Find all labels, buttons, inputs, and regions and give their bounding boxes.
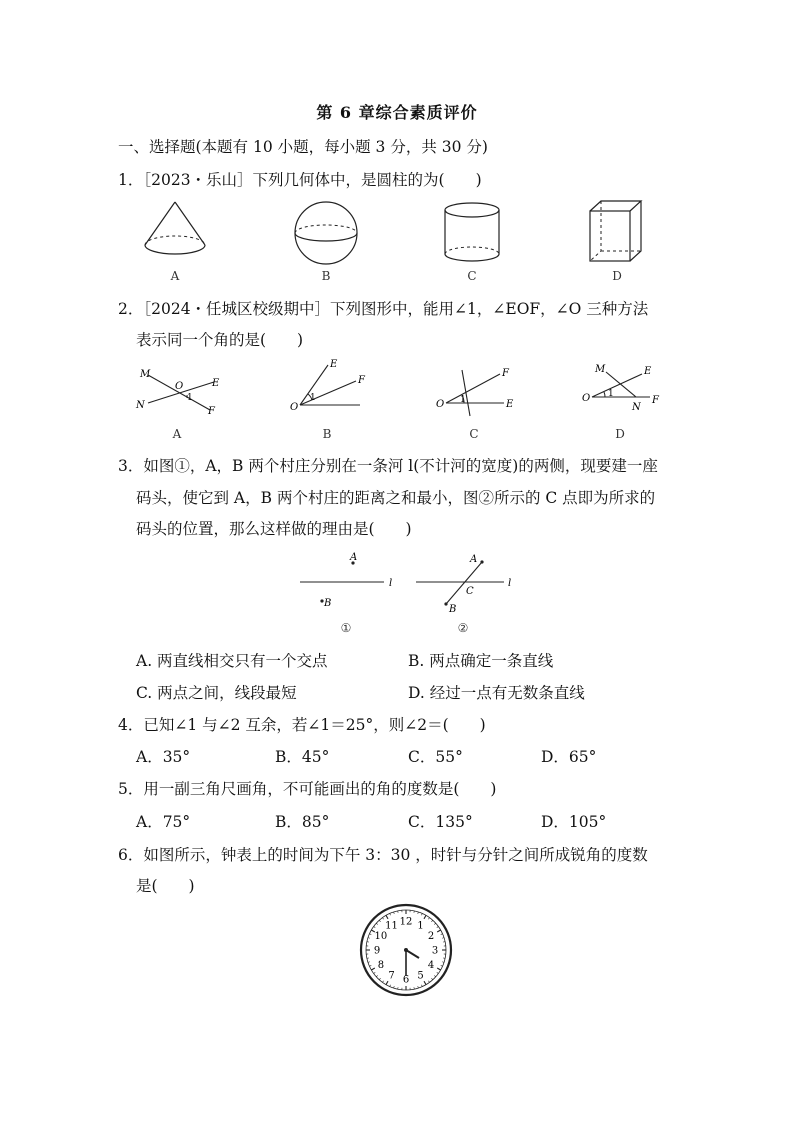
question-4-text: 4．已知∠1 与∠2 互余，若∠1＝25°，则∠2＝( ) <box>118 716 486 734</box>
clock-tick <box>376 923 377 924</box>
svg-text:l: l <box>508 578 512 589</box>
svg-text:F: F <box>358 375 365 386</box>
clock-tick <box>441 965 443 966</box>
clock-tick <box>382 981 383 983</box>
question-1-text: 1．［2023・乐山］下列几何体中，是圆柱的为( ) <box>118 171 482 189</box>
svg-text:E: E <box>330 359 338 370</box>
clock-tick <box>390 985 391 987</box>
clock-tick <box>437 930 440 932</box>
clock-tick <box>379 978 380 979</box>
clock-tick <box>437 972 439 973</box>
clock-tick <box>437 926 439 927</box>
clock-tick <box>442 962 444 963</box>
svg-text:O: O <box>436 399 445 410</box>
clock-tick <box>369 965 371 966</box>
clock-tick <box>431 978 432 979</box>
clock-number: 12 <box>399 916 413 928</box>
clock-tick <box>418 912 419 914</box>
clock-tick <box>441 934 443 935</box>
clock-icon <box>358 902 454 998</box>
clock-tick <box>428 981 429 983</box>
clock-tick <box>368 938 370 939</box>
clock-number: 4 <box>427 960 435 971</box>
hour-hand <box>406 950 419 958</box>
clock-tick <box>424 981 426 984</box>
question-3-line2: 码头，使它到 A，B 两个村庄的距离之和最小，图②所示的 C 点即为所求的 <box>136 489 656 507</box>
clock-tick <box>424 915 426 918</box>
svg-text:E: E <box>212 378 220 389</box>
clock-tick <box>437 968 440 970</box>
river-figure-1 <box>296 550 396 612</box>
clock-tick <box>374 972 376 973</box>
clock-number: 9 <box>373 945 381 957</box>
angle-figure-c <box>432 360 522 420</box>
svg-text:F: F <box>208 406 215 417</box>
river-figure-2 <box>412 550 516 616</box>
q3-option-b: B. 两点确定一条直线 <box>408 652 554 670</box>
svg-text:M: M <box>595 364 606 375</box>
cone-icon <box>140 198 210 260</box>
svg-text:O: O <box>290 402 299 413</box>
q2-option-label: C <box>469 427 479 441</box>
clock-number: 6 <box>402 974 410 986</box>
angle-figure-b <box>288 357 368 415</box>
clock-number: 7 <box>388 970 395 982</box>
section-heading: 一、选择题(本题有 10 小题，每小题 3 分，共 30 分) <box>118 138 488 156</box>
clock-tick <box>379 920 380 921</box>
clock-tick <box>421 985 422 987</box>
clock-tick <box>418 986 419 988</box>
sphere-icon <box>290 200 362 266</box>
svg-text:C: C <box>466 586 474 597</box>
q3-option-a: A. 两直线相交只有一个交点 <box>136 652 328 670</box>
svg-text:E: E <box>644 366 652 377</box>
clock-tick <box>386 915 388 918</box>
svg-text:B: B <box>324 598 332 609</box>
clock-number: 10 <box>374 931 388 942</box>
q3-figure-label: ② <box>457 621 469 635</box>
clock-tick <box>382 918 383 920</box>
q5-option-c: C．135° <box>408 813 473 831</box>
svg-text:F: F <box>502 368 509 379</box>
question-3-line3: 码头的位置，那么这样做的理由是( ) <box>136 520 412 538</box>
question-2-line2: 表示同一个角的是( ) <box>136 331 304 349</box>
svg-text:A: A <box>350 552 358 563</box>
q2-option-label: D <box>615 427 625 441</box>
q3-option-c: C. 两点之间，线段最短 <box>136 684 297 702</box>
clock-tick <box>421 913 422 915</box>
svg-text:1: 1 <box>310 393 316 403</box>
q2-option-label: A <box>172 427 182 441</box>
svg-text:1: 1 <box>187 393 193 403</box>
angle-figure-d <box>578 360 668 416</box>
clock-tick <box>390 913 391 915</box>
clock-number: 11 <box>385 920 398 932</box>
clock-number: 2 <box>427 931 435 942</box>
clock-number: 8 <box>377 960 385 971</box>
q1-option-label: B <box>321 269 331 283</box>
clock-number: 1 <box>417 920 424 932</box>
clock-tick <box>368 962 370 963</box>
svg-text:E: E <box>506 399 514 410</box>
svg-text:1: 1 <box>608 389 614 399</box>
cylinder-icon <box>440 200 504 266</box>
clock-number: 5 <box>417 970 424 982</box>
question-6-line2: 是( ) <box>136 877 195 895</box>
q5-option-a: A．75° <box>136 813 191 831</box>
clock-tick <box>386 981 388 984</box>
svg-text:M: M <box>140 369 151 380</box>
clock-tick <box>431 920 432 921</box>
q3-option-d: D. 经过一点有无数条直线 <box>408 684 585 702</box>
clock-tick <box>374 926 376 927</box>
clock-tick <box>371 968 374 970</box>
q1-option-label: C <box>467 269 477 283</box>
question-5-text: 5．用一副三角尺画角，不可能画出的角的度数是( ) <box>118 780 497 798</box>
svg-text:N: N <box>136 400 145 411</box>
clock-tick <box>394 912 395 914</box>
svg-text:1: 1 <box>460 395 466 405</box>
question-6-line1: 6．如图所示，钟表上的时间为下午 3：30 ，时针与分针之间所成锐角的度数 <box>118 846 648 864</box>
q4-option-b: B．45° <box>275 748 330 766</box>
q3-figure-label: ① <box>340 621 352 635</box>
clock-number: 3 <box>431 945 439 957</box>
q4-option-c: C．55° <box>408 748 463 766</box>
q5-option-d: D．105° <box>541 813 607 831</box>
svg-text:O: O <box>175 381 184 392</box>
clock-tick <box>434 975 435 976</box>
q1-option-label: D <box>612 269 622 283</box>
svg-text:A: A <box>470 554 478 565</box>
question-3-line1: 3．如图①，A，B 两个村庄分别在一条河 l(不计河的宽度)的两侧，现要建一座 <box>118 457 658 475</box>
page-title: 第 6 章综合素质评价 <box>316 103 478 122</box>
svg-text:F: F <box>652 395 659 406</box>
svg-text:B: B <box>449 604 457 615</box>
clock-tick <box>394 986 395 988</box>
q1-option-label: A <box>170 269 180 283</box>
q2-option-label: B <box>322 427 332 441</box>
clock-tick <box>442 938 444 939</box>
svg-text:O: O <box>582 393 591 404</box>
q4-option-a: A．35° <box>136 748 191 766</box>
svg-text:l: l <box>389 578 393 589</box>
clock-tick <box>428 918 429 920</box>
cuboid-icon <box>585 198 647 264</box>
clock-tick <box>369 934 371 935</box>
angle-figure-a <box>130 362 230 418</box>
q5-option-b: B．85° <box>275 813 330 831</box>
q4-option-d: D．65° <box>541 748 597 766</box>
clock-tick <box>376 975 377 976</box>
svg-text:N: N <box>632 402 641 413</box>
question-2-line1: 2．［2024・任城区校级期中］下列图形中，能用∠1，∠EOF，∠O 三种方法 <box>118 300 649 318</box>
clock-tick <box>434 923 435 924</box>
